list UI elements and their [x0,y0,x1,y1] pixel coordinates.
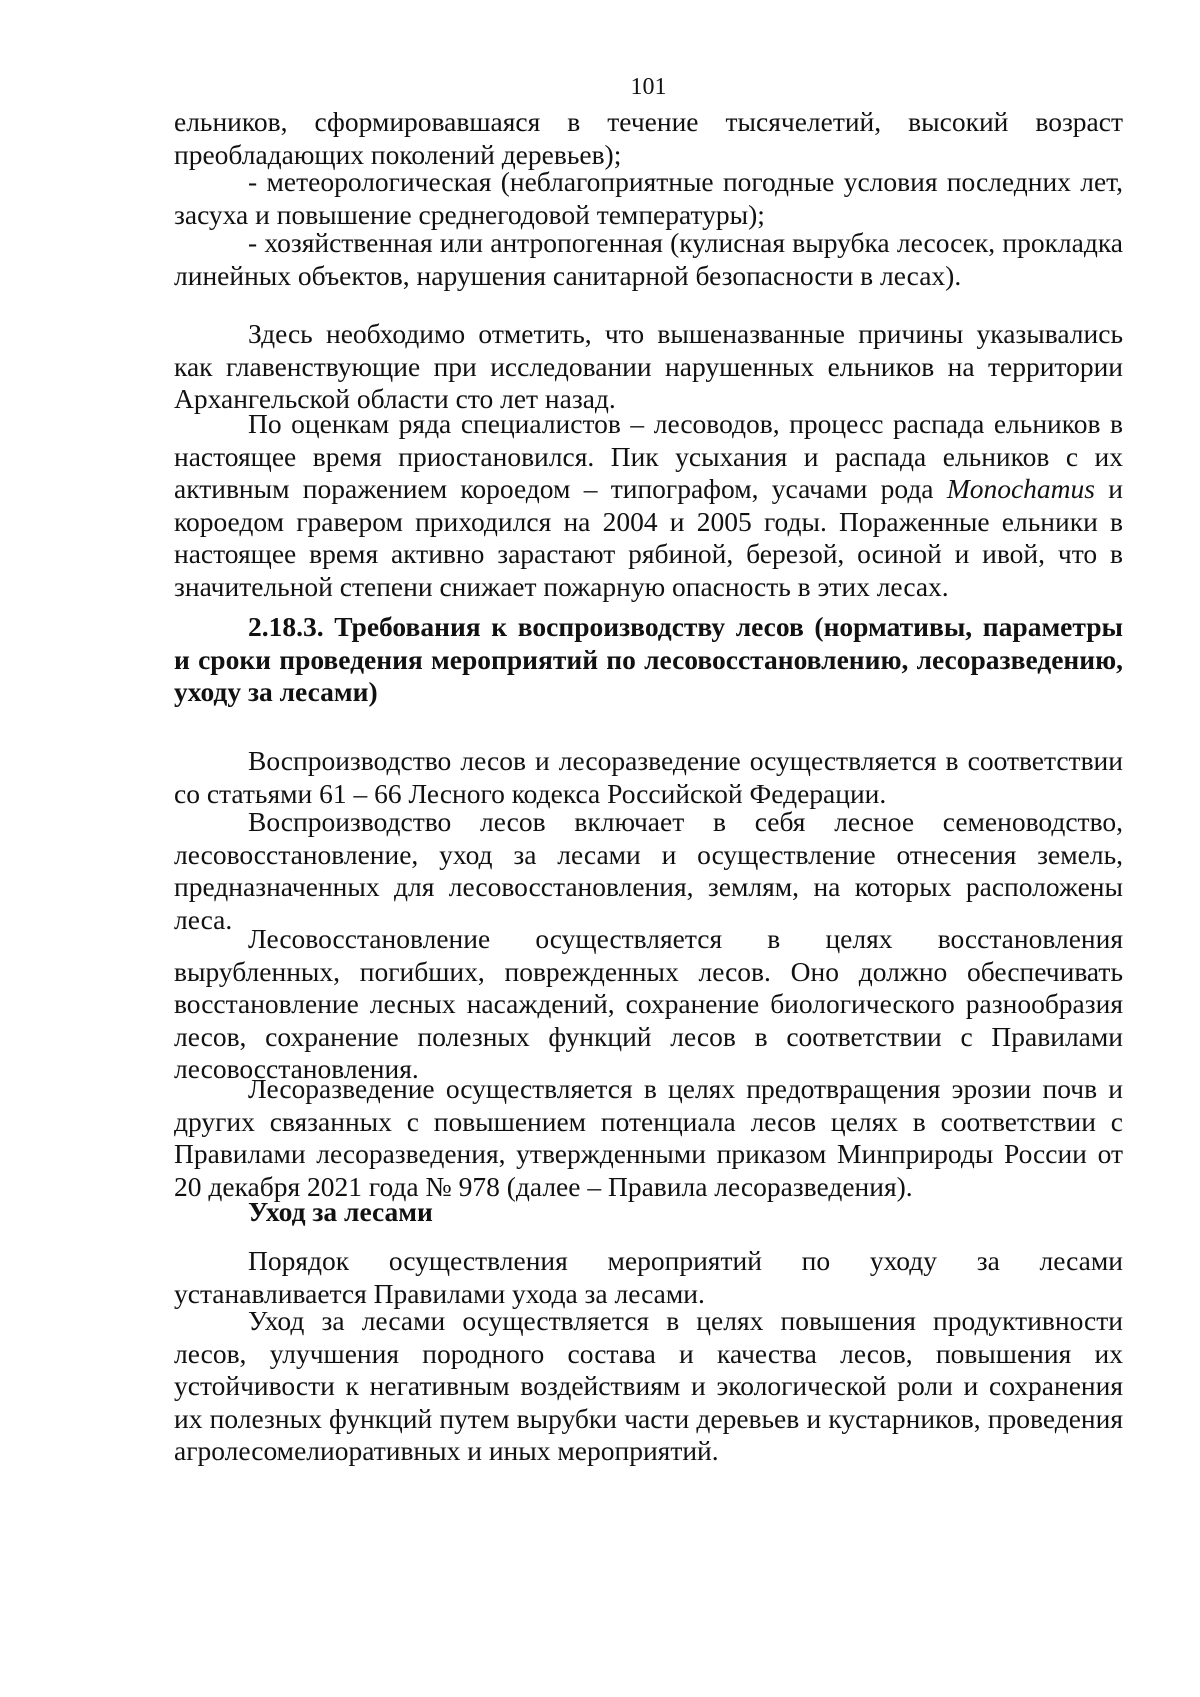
paragraph-reproduction-law: Воспроизводство лесов и лесоразведение осуществляется в соответствии со статьями 61 – 66 Лесного кодекса Российской Федерации. [174,745,1123,809]
paragraph-spruce-decay [174,408,1123,603]
subheading-forest-care: Уход за лесами [248,1196,433,1227]
paragraph-spruce-decay-text-1: По оценкам ряда специалистов – лесоводов, процесс распада ельников в настоящее время приостановился. Пик усыхания и распада ельников с их активным поражением короедом – типографом, усачами рода [174,408,1123,504]
paragraph-reproduction-includes: Воспроизводство лесов включает в себя лесное семеноводство, лесовосстановление, уход за лесами и осуществление отнесения земель, предназначенных для лесовосстановления, землям, на которых расположены леса. [174,806,1123,935]
paragraph-meteorological: - метеорологическая (неблагоприятные погодные условия последних лет, засуха и повышение среднегодовой температуры); [174,166,1123,230]
paragraph-care-procedure: Порядок осуществления мероприятий по уходу за лесами устанавливается Правилами ухода за лесами. [174,1245,1123,1309]
paragraph-anthropogenic: - хозяйственная или антропогенная (кулисная вырубка лесосек, прокладка линейных объектов, нарушения санитарной безопасности в лесах). [174,227,1123,291]
page-number: 101 [630,74,667,100]
paragraph-reforestation: Лесовосстановление осуществляется в целях восстановления вырубленных, погибших, поврежденных лесов. Оно должно обеспечивать восстановление лесных насаждений, сохранение биологического разнообразия лесов, сохранение полезных функций лесов в соответствии с Правилами лесовосстановления. [174,923,1123,1084]
paragraph-spruce-decay-text-2: и короедом гравером приходился на 2004 и 2005 годы. Пораженные ельники в настоящее время активно зарастают рябиной, березой, осиной и ивой, что в значительной степени снижает пожарную опасность в этих лесах. [174,473,1124,602]
genus-name: Monochamus [946,473,1095,504]
paragraph-note: Здесь необходимо отметить, что вышеназванные причины указывались как главенствующие при исследовании нарушенных ельников на территории Архангельской области сто лет назад. [174,318,1123,414]
paragraph-afforestation: Лесоразведение осуществляется в целях предотвращения эрозии почв и других связанных с повышением потенциала лесов целях в соответствии с Правилами лесоразведения, утвержденными приказом Минприроды России от 20 декабря 2021 года № 978 (далее – Правила лесоразведения). [174,1073,1123,1202]
paragraph-care-purpose: Уход за лесами осуществляется в целях повышения продуктивности лесов, улучшения породного состава и качества лесов, повышения их устойчивости к негативным воздействиям и экологической роли и сохранения их полезных функций путем вырубки части деревьев и кустарников, проведения агролесомелиоративных и иных мероприятий. [174,1305,1123,1466]
paragraph-continuation: ельников, сформировавшаяся в течение тысячелетий, высокий возраст преобладающих поколений деревьев); [174,106,1123,170]
section-heading: 2.18.3. Требования к воспроизводству лесов (нормативы, параметры и сроки проведения мероприятий по лесовосстановлению, лесоразведению, уходу за лесами) [174,611,1123,707]
